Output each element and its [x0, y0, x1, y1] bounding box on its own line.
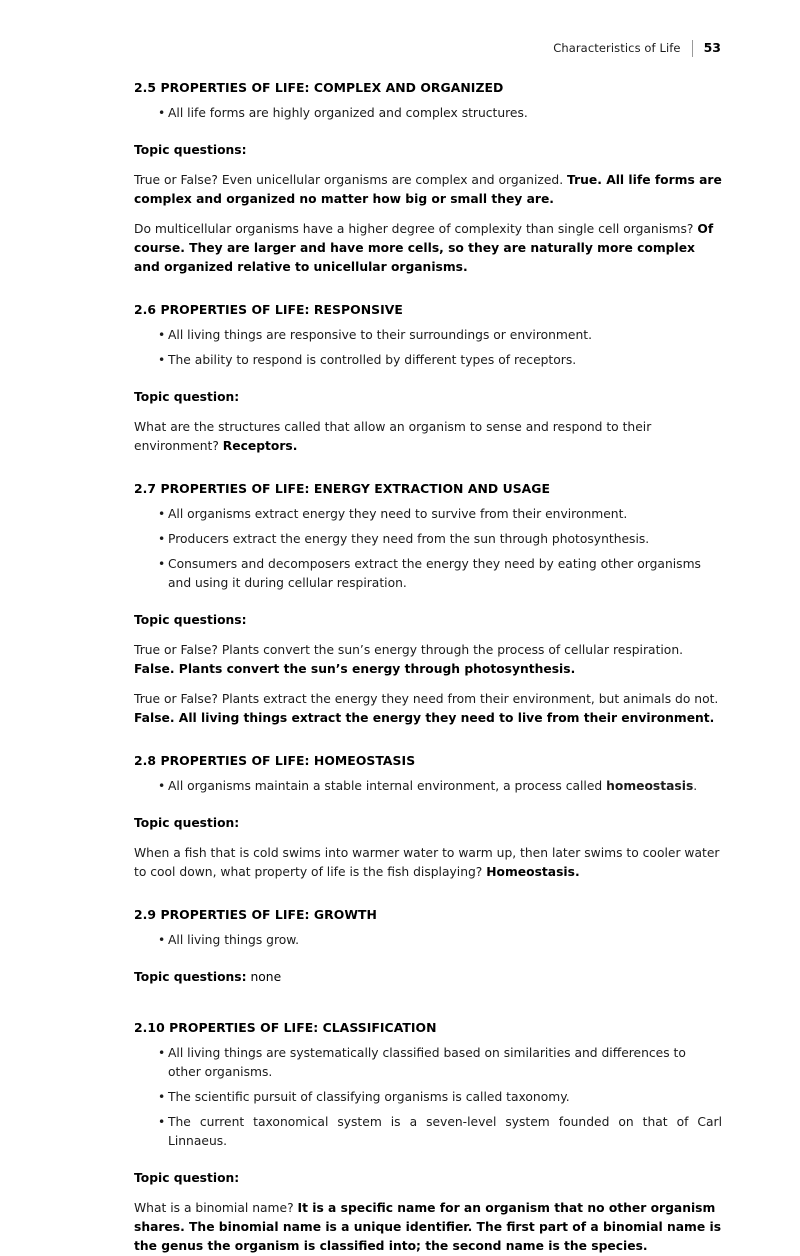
topic-question-label-text: Topic questions:	[134, 969, 247, 984]
spacer	[134, 630, 722, 641]
section-heading-2.10: 2.10 PROPERTIES OF LIFE: CLASSIFICATION	[134, 1019, 437, 1035]
topic-question-value: none	[246, 969, 282, 984]
qa-answer: True. All life forms are complex and organized no matter how big or small they are.	[134, 172, 722, 206]
section-heading-2.7: 2.7 PROPERTIES OF LIFE: ENERGY EXTRACTION AND USAGE	[134, 481, 551, 497]
qa-question: True or False? Plants extract the energy they need from their environment, but animals do not.	[134, 692, 719, 707]
qa-pair	[134, 690, 722, 728]
qa-pair	[134, 641, 722, 679]
spacer	[134, 728, 722, 753]
qa-answer: Homeostasis.	[486, 865, 580, 880]
spacer	[134, 1151, 722, 1169]
bullet-item: • All organisms maintain a stable internal environment, a process called homeostasis.	[134, 777, 722, 796]
topic-question-label-2.10	[134, 1169, 722, 1188]
qa-question: What are the structures called that allow an organism to sense and respond to their environment?	[134, 419, 652, 453]
bullet-item: • Consumers and decomposers extract the energy they need by eating other organisms and using it during cellular respiration.	[134, 555, 722, 593]
spacer	[134, 209, 722, 220]
bullet-item: • The current taxonomical system is a seven-level system founded on that of Carl Linnaeus.	[134, 1113, 722, 1151]
bullet-item: • All living things are systematically classified based on similarities and differences to other organisms.	[134, 1044, 722, 1082]
topic-question-label-text: Topic question:	[134, 1170, 240, 1185]
bullet-item: • All living things are responsive to their surroundings or environment.	[134, 326, 722, 345]
bullet-list-2.9	[134, 931, 722, 950]
section-heading-2.8: 2.8 PROPERTIES OF LIFE: HOMEOSTASIS	[134, 753, 416, 769]
bullet-list-2.8	[134, 777, 722, 796]
qa-answer: Receptors.	[222, 438, 298, 453]
qa-pair	[134, 844, 722, 882]
qa-pair	[134, 1199, 722, 1256]
bullet-list-2.6	[134, 326, 722, 370]
qa-question: Do multicellular organisms have a higher degree of complexity than single cell organisms?	[134, 221, 698, 236]
bullet-list-2.7	[134, 505, 722, 593]
topic-question-label-text: Topic questions:	[134, 142, 247, 157]
spacer	[134, 277, 722, 302]
bullet-item: • Producers extract the energy they need from the sun through photosynthesis.	[134, 530, 722, 549]
topic-question-label-2.9	[134, 968, 722, 987]
section-heading-2.6: 2.6 PROPERTIES OF LIFE: RESPONSIVE	[134, 302, 403, 318]
topic-question-label-2.7	[134, 611, 722, 630]
section-heading-2.9: 2.9 PROPERTIES OF LIFE: GROWTH	[134, 907, 377, 923]
spacer	[134, 456, 722, 481]
topic-question-label-2.8	[134, 814, 722, 833]
topic-question-label-2.5	[134, 141, 722, 160]
qa-pair	[134, 418, 722, 456]
bullet-item: • The scientific pursuit of classifying organisms is called taxonomy.	[134, 1088, 722, 1107]
qa-question: What is a binomial name?	[134, 1200, 298, 1215]
topic-question-label-text: Topic questions:	[134, 612, 247, 627]
spacer	[134, 593, 722, 611]
spacer	[134, 796, 722, 814]
spacer	[134, 370, 722, 388]
bullet-list-2.10	[134, 1044, 722, 1151]
qa-answer: False. Plants convert the sun’s energy through photosynthesis.	[134, 662, 576, 677]
bullet-item: • All life forms are highly organized and complex structures.	[134, 104, 722, 123]
qa-answer: False. All living things extract the energy they need to live from their environment.	[134, 711, 715, 726]
page-number: 53	[703, 40, 721, 56]
spacer	[134, 407, 722, 418]
bullet-list-2.5	[134, 104, 722, 123]
topic-question-label-text: Topic question:	[134, 389, 240, 404]
spacer	[134, 1188, 722, 1199]
qa-question: True or False? Even unicellular organisms are complex and organized.	[134, 172, 568, 187]
section-heading-2.5: 2.5 PROPERTIES OF LIFE: COMPLEX AND ORGANIZED	[134, 80, 504, 95]
spacer	[134, 123, 722, 141]
spacer	[134, 987, 722, 1020]
qa-answer: It is a specific name for an organism that no other organism shares. The binomial name is a unique identifier. The first part of a binomial name is the genus the organism is classified into; the second name is the species.	[134, 1200, 722, 1254]
bullet-item: • All organisms extract energy they need to survive from their environment.	[134, 505, 722, 524]
qa-answer: Of course. They are larger and have more cells, so they are naturally more complex and organized relative to unicellular organisms.	[134, 221, 714, 275]
running-header	[553, 40, 721, 57]
spacer	[134, 160, 722, 171]
bullet-item: • All living things grow.	[134, 931, 722, 950]
topic-question-label-text: Topic question:	[134, 815, 240, 830]
spacer	[134, 950, 722, 968]
qa-question: True or False? Plants convert the sun’s energy through the process of cellular respiration.	[134, 643, 684, 657]
bullet-emphasis: homeostasis	[606, 778, 694, 793]
qa-pair	[134, 171, 722, 209]
spacer	[134, 882, 722, 907]
document-content	[134, 80, 722, 1256]
bullet-item: • The ability to respond is controlled by different types of receptors.	[134, 351, 722, 370]
running-header-title: Characteristics of Life	[553, 40, 681, 55]
qa-pair	[134, 220, 722, 277]
spacer	[134, 833, 722, 844]
spacer	[134, 679, 722, 690]
topic-question-label-2.6	[134, 388, 722, 407]
qa-question: When a fish that is cold swims into warmer water to warm up, then later swims to cooler water to cool down, what property of life is the fish displaying?	[134, 846, 720, 880]
